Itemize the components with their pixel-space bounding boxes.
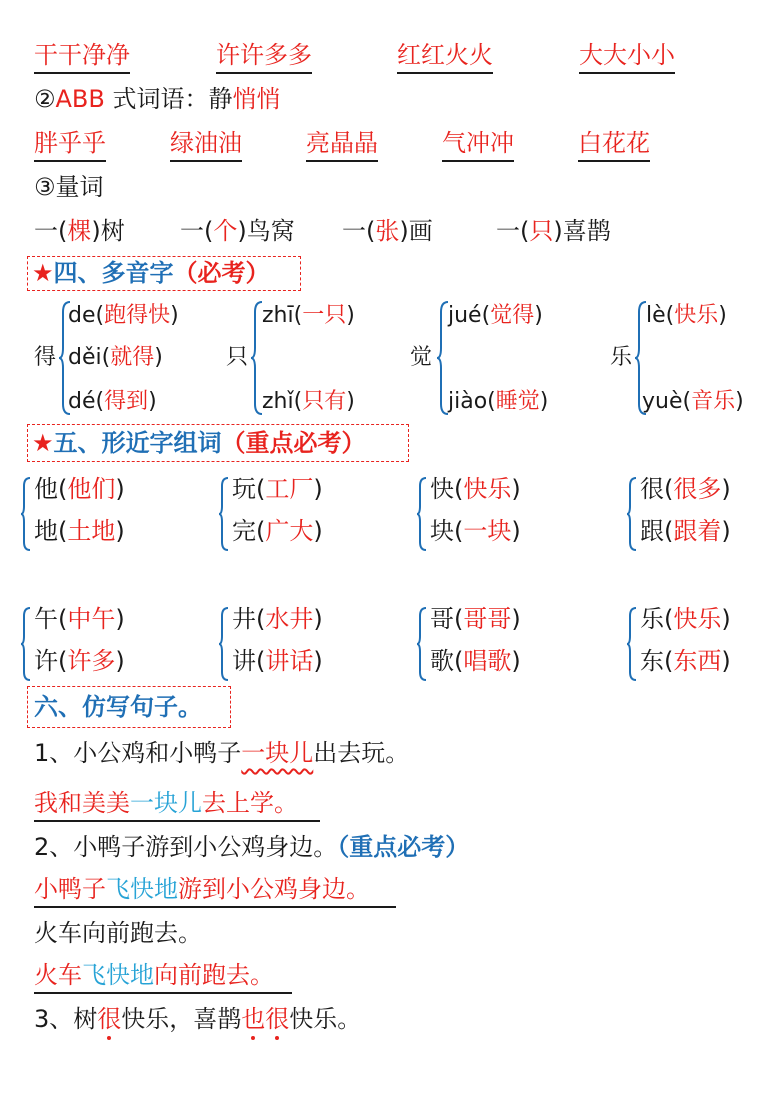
polyphone-reading: dé(得到) bbox=[68, 389, 157, 414]
section4-title: 四、多音字 bbox=[53, 259, 174, 287]
similar-char: 哥 bbox=[430, 605, 454, 633]
polyphone-char: 得 bbox=[34, 345, 57, 370]
abb-word: 气冲冲 bbox=[442, 128, 514, 162]
section5-tag: （重点必考） bbox=[221, 429, 366, 457]
aabb-word: 干干净净 bbox=[34, 40, 130, 74]
similar-char-word: 哥哥 bbox=[463, 605, 512, 633]
brace-icon bbox=[218, 606, 230, 682]
similar-char-item: 地(土地) bbox=[34, 517, 125, 545]
section4-tag: （必考） bbox=[173, 259, 270, 287]
similar-char: 歌 bbox=[430, 647, 454, 675]
similar-char-word: 水井 bbox=[265, 605, 314, 633]
abb-word: 胖乎乎 bbox=[34, 128, 106, 162]
similar-char-item: 东(东西) bbox=[640, 647, 731, 675]
section6-title: 六、仿写句子。 bbox=[34, 693, 202, 721]
similar-char-word: 土地 bbox=[67, 517, 116, 545]
similar-char: 完 bbox=[232, 517, 256, 545]
similar-char-item: 跟(跟着) bbox=[640, 517, 731, 545]
answer-2b: 火车飞快地向前跑去。 bbox=[34, 960, 292, 994]
brace-icon bbox=[218, 476, 230, 552]
sentence-2: 2、小鸭子游到小公鸡身边。（重点必考） bbox=[34, 833, 470, 861]
measure-item: 一(个)鸟窝 bbox=[180, 217, 295, 245]
similar-char-word: 跟着 bbox=[673, 517, 722, 545]
polyphone-reading: de(跑得快) bbox=[68, 303, 179, 328]
polyphone-reading: zhǐ(只有) bbox=[262, 389, 355, 414]
similar-char-word: 快乐 bbox=[463, 475, 512, 503]
similar-char: 乐 bbox=[640, 605, 664, 633]
brace-icon bbox=[416, 606, 428, 682]
sentence-1-keyword: 一块儿 bbox=[241, 739, 314, 767]
star-icon: ★ bbox=[32, 259, 54, 287]
similar-char-item: 快(快乐) bbox=[430, 475, 521, 503]
sentence-2b: 火车向前跑去。 bbox=[34, 919, 202, 947]
similar-char: 很 bbox=[640, 475, 664, 503]
abb-word: 白花花 bbox=[578, 128, 650, 162]
abb-label-abb: ABB bbox=[55, 85, 105, 113]
answer-2: 小鸭子飞快地游到小公鸡身边。 bbox=[34, 874, 396, 908]
similar-char-word: 中午 bbox=[67, 605, 116, 633]
similar-char-item: 很(很多) bbox=[640, 475, 731, 503]
sentence-1: 1、小公鸡和小鸭子一块儿出去玩。 bbox=[34, 739, 410, 767]
polyphone-reading: yuè(音乐) bbox=[642, 389, 744, 414]
similar-char-item: 井(水井) bbox=[232, 605, 323, 633]
polyphone-reading: jué(觉得) bbox=[448, 303, 543, 328]
star-icon: ★ bbox=[32, 429, 54, 457]
polyphone-reading: děi(就得) bbox=[68, 345, 163, 370]
emphasis-char: 很 bbox=[97, 1005, 122, 1033]
similar-char-item: 乐(快乐) bbox=[640, 605, 731, 633]
polyphone-char: 只 bbox=[226, 345, 249, 370]
section5-heading bbox=[32, 428, 366, 458]
similar-char-word: 唱歌 bbox=[463, 647, 512, 675]
similar-char: 许 bbox=[34, 647, 58, 675]
brace-icon bbox=[416, 476, 428, 552]
similar-char-item: 玩(工厂) bbox=[232, 475, 323, 503]
brace-icon bbox=[626, 476, 638, 552]
similar-char: 东 bbox=[640, 647, 664, 675]
abb-label bbox=[34, 84, 281, 114]
emphasis-char: 很 bbox=[265, 1005, 290, 1033]
brace-icon bbox=[626, 606, 638, 682]
similar-char-item: 块(一块) bbox=[430, 517, 521, 545]
similar-char-item: 完(广大) bbox=[232, 517, 323, 545]
section4-heading bbox=[32, 258, 270, 288]
polyphone-reading: jiào(睡觉) bbox=[448, 389, 549, 414]
similar-char-word: 一块 bbox=[463, 517, 512, 545]
polyphone-reading: zhī(一只) bbox=[262, 303, 355, 328]
section5-title: 五、形近字组词 bbox=[53, 429, 222, 457]
similar-char: 地 bbox=[34, 517, 58, 545]
similar-char: 午 bbox=[34, 605, 58, 633]
similar-char-word: 他们 bbox=[67, 475, 116, 503]
abb-word: 亮晶晶 bbox=[306, 128, 378, 162]
answer-1: 我和美美一块儿去上学。 bbox=[34, 788, 320, 822]
brace-icon bbox=[20, 606, 32, 682]
polyphone-char: 乐 bbox=[610, 345, 633, 370]
similar-char-item: 午(中午) bbox=[34, 605, 125, 633]
similar-char: 快 bbox=[430, 475, 454, 503]
similar-char: 讲 bbox=[232, 647, 256, 675]
measure-item: 一(棵)树 bbox=[34, 217, 125, 245]
similar-char: 他 bbox=[34, 475, 58, 503]
sentence-2-tag: （重点必考） bbox=[337, 833, 470, 861]
abb-example: 悄悄 bbox=[232, 85, 281, 113]
similar-char-word: 快乐 bbox=[673, 605, 722, 633]
aabb-word: 红红火火 bbox=[397, 40, 493, 74]
similar-char-word: 东西 bbox=[673, 647, 722, 675]
aabb-word: 大大小小 bbox=[579, 40, 675, 74]
measure-item: 一(张)画 bbox=[342, 217, 433, 245]
similar-char-word: 讲话 bbox=[265, 647, 314, 675]
polyphone-char: 觉 bbox=[410, 345, 433, 370]
similar-char: 井 bbox=[232, 605, 256, 633]
aabb-word: 许许多多 bbox=[216, 40, 312, 74]
brace-icon bbox=[20, 476, 32, 552]
similar-char-item: 讲(讲话) bbox=[232, 647, 323, 675]
abb-label-number: ② bbox=[34, 85, 56, 113]
similar-char-item: 许(许多) bbox=[34, 647, 125, 675]
similar-char-item: 歌(唱歌) bbox=[430, 647, 521, 675]
emphasis-char: 也 bbox=[241, 1005, 266, 1033]
similar-char: 跟 bbox=[640, 517, 664, 545]
sentence-3: 3、树很快乐，喜鹊也很快乐。 bbox=[34, 1005, 362, 1033]
similar-char-word: 很多 bbox=[673, 475, 722, 503]
similar-char-item: 他(他们) bbox=[34, 475, 125, 503]
similar-char: 块 bbox=[430, 517, 454, 545]
polyphone-reading: lè(快乐) bbox=[646, 303, 727, 328]
similar-char-word: 工厂 bbox=[265, 475, 314, 503]
similar-char: 玩 bbox=[232, 475, 256, 503]
similar-char-word: 许多 bbox=[67, 647, 116, 675]
measure-item: 一(只)喜鹊 bbox=[496, 217, 611, 245]
measure-label: ③量词 bbox=[34, 173, 104, 201]
similar-char-item: 哥(哥哥) bbox=[430, 605, 521, 633]
similar-char-word: 广大 bbox=[265, 517, 314, 545]
abb-label-rest: 式词语：静 bbox=[104, 85, 233, 113]
abb-word: 绿油油 bbox=[170, 128, 242, 162]
